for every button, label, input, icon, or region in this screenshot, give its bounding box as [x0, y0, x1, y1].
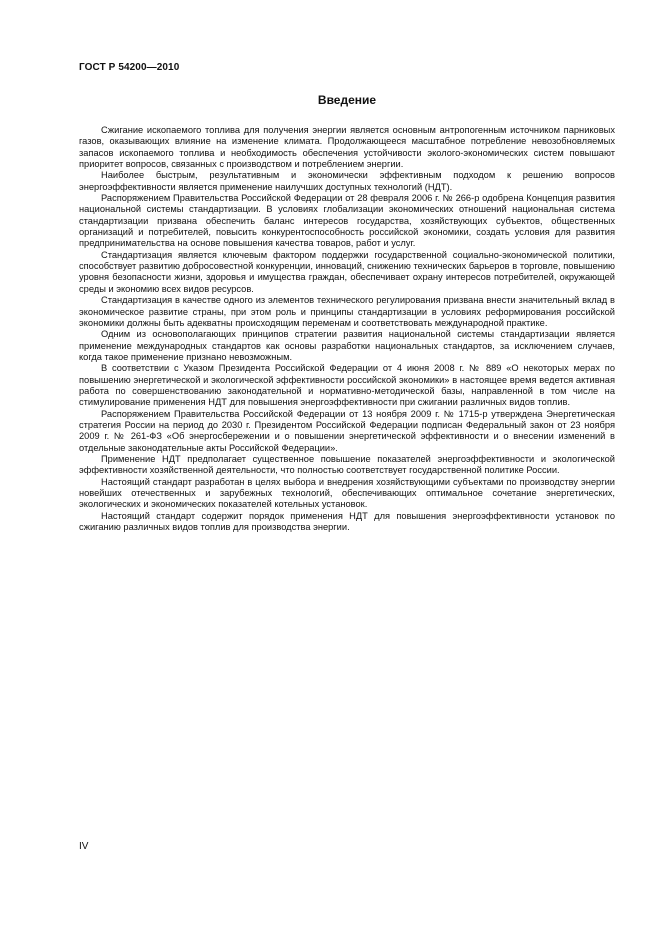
paragraph: Стандартизация в качестве одного из элементов технического регулирования призвана внести значительный вклад в экономическое развитие страны, при этом роль и принципы стандартизации в условиях реформирования российской экономики должны быть адекватны происходящим переменам и соответствовать международной практике. [79, 295, 615, 328]
paragraph: Настоящий стандарт разработан в целях выбора и внедрения хозяйствующими субъектами по производству энергии новейших отечественных и зарубежных технологий, обеспечивающих оптимальное сочетание энергетических, экологических и экономических показателей котельных установок. [79, 476, 615, 510]
paragraph: Настоящий стандарт содержит порядок применения НДТ для повышения энергоэффективности установок по сжиганию различных видов топлив для производства энергии. [79, 510, 615, 533]
paragraph: Сжигание ископаемого топлива для получения энергии является основным антропогенным источником парниковых газов, оказывающих влияние на изменение климата. Продолжающееся масштабное потребление невозобновляемых запасов ископаемого топлива и необходимость обеспечения устойчивости эколого-экономических систем повышают приоритет вопросов, связанных с производством и потреблением энергии. [79, 125, 615, 170]
introduction-body [79, 125, 615, 533]
paragraph: Распоряжением Правительства Российской Федерации от 13 ноября 2009 г. № 1715-р утверждена Энергетическая стратегия России на период до 2030 г. Президентом Российской Федерации подписан Федеральный закон от 23 ноября 2009 г. № 261-ФЗ «Об энергосбережении и о повышении энергетической эффективности и о внесении изменений в отдельные законодательные акты Российской Федерации». [79, 408, 615, 453]
paragraph: Распоряжением Правительства Российской Федерации от 28 февраля 2006 г. № 266-р одобрена Концепция развития национальной системы стандартизации. В условиях глобализации экономических отношений национальная система стандартизации призвана обеспечить баланс интересов государства, хозяйствующих субъектов, общественных организаций и потребителей, повысить конкурентоспособность российской экономики, создать условия для развития предпринимательства на основе повышения качества товаров, работ и услуг. [79, 193, 615, 249]
paragraph: Наиболее быстрым, результативным и экономически эффективным подходом к решению вопросов энергоэффективности является применение наилучших доступных технологий (НДТ). [79, 170, 615, 192]
section-title: Введение [317, 93, 377, 107]
paragraph: Одним из основополагающих принципов стратегии развития национальной системы стандартизации является применение международных стандартов как основы разработки национальных стандартов, за исключением случаев, когда такое применение признано невозможным. [79, 329, 615, 362]
paragraph: Применение НДТ предполагает существенное повышение показателей энергоэффективности и экологической эффективности хозяйственной деятельности, что полностью соответствует государственной политике России. [79, 453, 615, 476]
page-number: IV [79, 841, 89, 852]
paragraph: В соответствии с Указом Президента Российской Федерации от 4 июня 2008 г. № 889 «О некоторых мерах по повышению энергетической и экологической эффективности российской экономики» в настоящее время ведется активная работа по совершенствованию законодательной и нормативно-методической базы, направленной в том числе на стимулирование применения НДТ для повышения энергоэффективности при сжигании различных видов топлив. [79, 363, 615, 408]
standard-designation: ГОСТ Р 54200—2010 [79, 62, 180, 73]
paragraph: Стандартизация является ключевым фактором поддержки государственной социально-экономической политики, способствует развитию добросовестной конкуренции, инноваций, снижению технических барьеров в торговле, повышению уровня безопасности жизни, здоровья и имущества граждан, обеспечивает охрану интересов потребителей, окружающей среды и экономию всех видов ресурсов. [79, 249, 615, 294]
